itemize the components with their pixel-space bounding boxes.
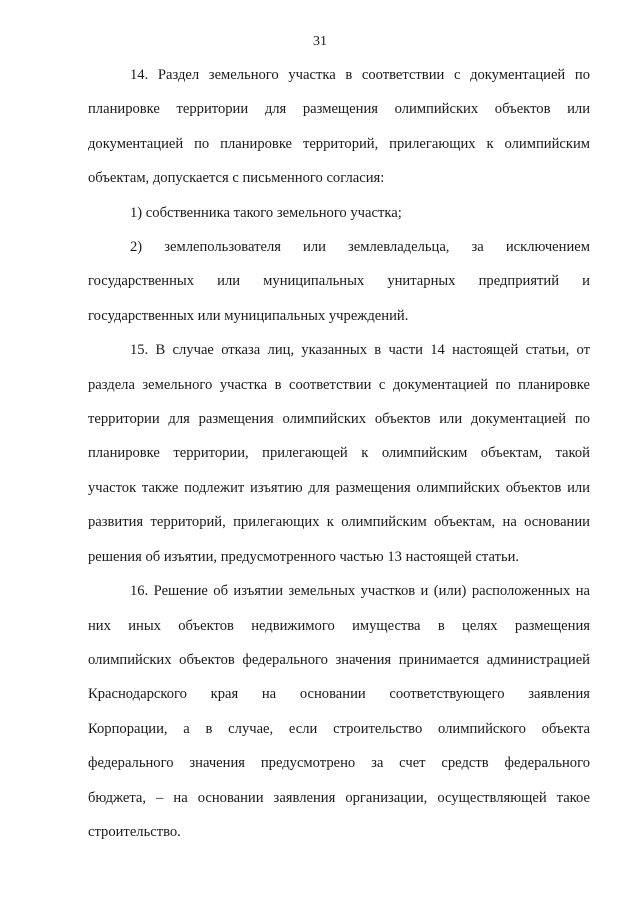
text-line: государственных или муниципальных учреждений.: [88, 307, 409, 324]
page-number: 31: [313, 34, 327, 49]
text-line: 15. В случае отказа лиц, указанных в части 14 настоящей статьи, от: [130, 342, 590, 359]
text-line: решения об изъятии, предусмотренного частью 13 настоящей статьи.: [88, 548, 520, 565]
text-line: планировке территории, прилегающей к олимпийским объектам, такой: [88, 445, 590, 462]
paragraph-16: [88, 574, 590, 849]
text-line: строительство.: [88, 823, 181, 840]
text-line: государственных или муниципальных унитарных предприятий и: [88, 273, 590, 290]
text-line: 2) землепользователя или землевладельца, за исключением: [130, 239, 590, 256]
text-line: 16. Решение об изъятии земельных участков и (или) расположенных на: [130, 583, 590, 600]
paragraph-14-item-1: [88, 196, 590, 230]
text-line: документацией по планировке территорий, прилегающих к олимпийским: [88, 135, 590, 152]
text-line: бюджета, – на основании заявления организации, осуществляющей такое: [88, 789, 590, 806]
text-line: развития территорий, прилегающих к олимпийским объектам, на основании: [88, 514, 590, 531]
text-line: раздела земельного участка в соответствии с документацией по планировке: [88, 376, 590, 393]
text-line: олимпийских объектов федерального значения принимается администрацией: [88, 651, 590, 668]
paragraph-15: [88, 333, 590, 574]
paragraph-14-item-2: [88, 230, 590, 333]
text-line: них иных объектов недвижимого имущества в целях размещения: [88, 617, 590, 634]
text-line: Корпорации, а в случае, если строительство олимпийского объекта: [88, 720, 590, 737]
text-line: планировке территории для размещения олимпийских объектов или: [88, 101, 590, 118]
text-line: Краснодарского края на основании соответствующего заявления: [88, 686, 590, 703]
text-line: участок также подлежит изъятию для размещения олимпийских объектов или: [88, 479, 590, 496]
text-line: 14. Раздел земельного участка в соответствии с документацией по: [130, 67, 590, 83]
document-body: [88, 58, 590, 849]
text-line: территории для размещения олимпийских объектов или документацией по: [88, 411, 590, 428]
paragraph-14: [88, 58, 590, 196]
text-line: федерального значения предусмотрено за счет средств федерального: [88, 755, 590, 772]
text-line: 1) собственника такого земельного участка;: [130, 204, 402, 221]
text-line: объектам, допускается с письменного согласия:: [88, 170, 385, 187]
